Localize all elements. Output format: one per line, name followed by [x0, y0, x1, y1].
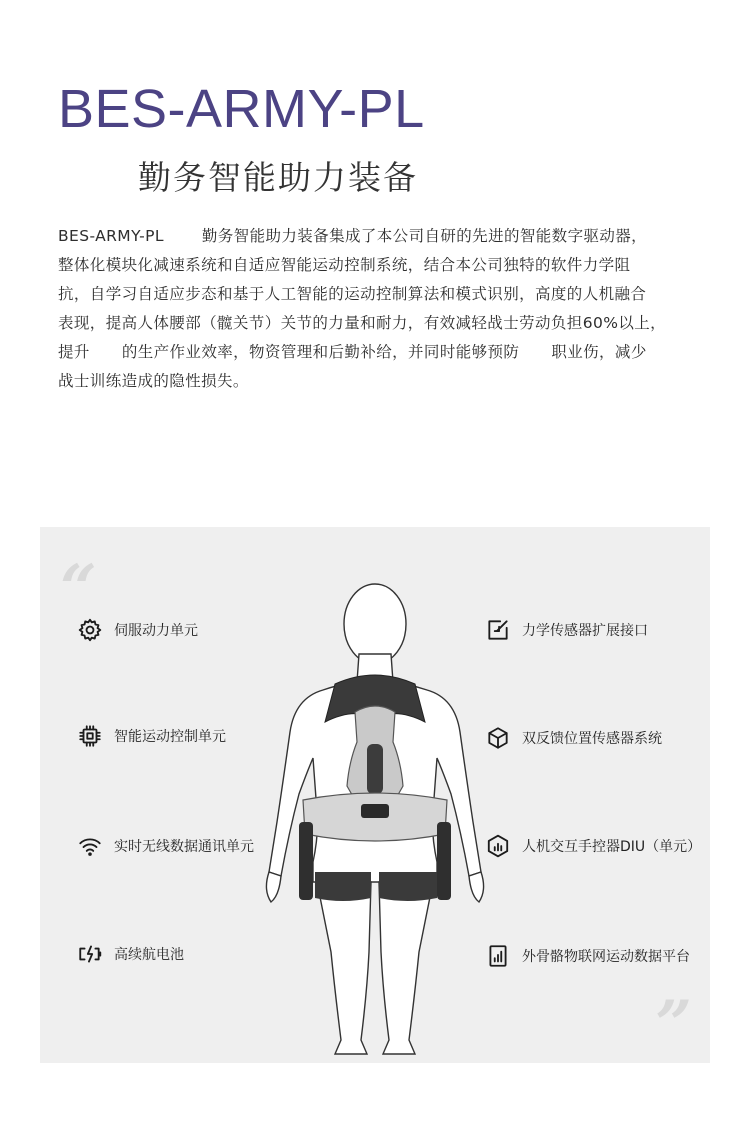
quote-close-mark: ”: [655, 987, 692, 1062]
feature-label: 力学传感器扩展接口: [522, 623, 648, 639]
feature-label: 人机交互手控器DIU（单元）: [522, 839, 702, 855]
feature-panel: [40, 527, 710, 1063]
description-line: 整体化模块化减速系统和自适应智能运动控制系统，结合本公司独特的软件力学阻: [58, 256, 631, 274]
feature-label: 实时无线数据通讯单元: [114, 839, 254, 855]
product-description: [58, 222, 708, 396]
feature-label: 高续航电池: [114, 947, 184, 963]
feature-position-sensor: [484, 724, 662, 752]
wifi-icon: [76, 832, 104, 860]
brand-title: BES-ARMY-PL: [58, 79, 425, 139]
description-line: 表现，提高人体腰部（髋关节）关节的力量和耐力，有效减轻战士劳动负担60%以上，: [58, 314, 667, 332]
feature-iot-platform: [484, 942, 690, 970]
hexagon-chart-icon: [484, 832, 512, 860]
feature-wireless: [76, 832, 254, 860]
exoskeleton-figure: [255, 572, 495, 1062]
description-line: [58, 338, 708, 367]
feature-label: 智能运动控制单元: [114, 729, 226, 745]
expand-arrow-icon: [484, 616, 512, 644]
description-line: 战士训练造成的隐性损失。: [58, 372, 249, 390]
description-line: [58, 222, 708, 251]
product-subtitle: 勤务智能助力装备: [138, 158, 418, 197]
description-line: 抗，自学习自适应步态和基于人工智能的运动控制算法和模式识别，高度的人机融合: [58, 285, 647, 303]
feature-label: 外骨骼物联网运动数据平台: [522, 949, 690, 965]
feature-label: 双反馈位置传感器系统: [522, 731, 662, 747]
battery-charging-icon: [76, 940, 104, 968]
feature-hand-controller: [484, 832, 701, 860]
chip-icon: [76, 722, 104, 750]
description-text: 的生产作业效率，物资管理和后勤补给，并同时能够预防: [121, 343, 520, 361]
gear-icon: [76, 616, 104, 644]
feature-label: 伺服动力单元: [114, 623, 198, 639]
description-model: BES-ARMY-PL: [58, 227, 164, 245]
phone-chart-icon: [484, 942, 512, 970]
description-text: 提升: [58, 343, 90, 361]
feature-servo-power: [76, 616, 198, 644]
description-text: 勤务智能助力装备集成了本公司自研的先进的智能数字驱动器，: [201, 227, 648, 245]
cube-icon: [484, 724, 512, 752]
quote-open-mark: “: [60, 551, 97, 626]
description-text: 职业伤，减少: [551, 343, 647, 361]
feature-force-sensor: [484, 616, 648, 644]
feature-battery: [76, 940, 184, 968]
feature-motion-control: [76, 722, 226, 750]
